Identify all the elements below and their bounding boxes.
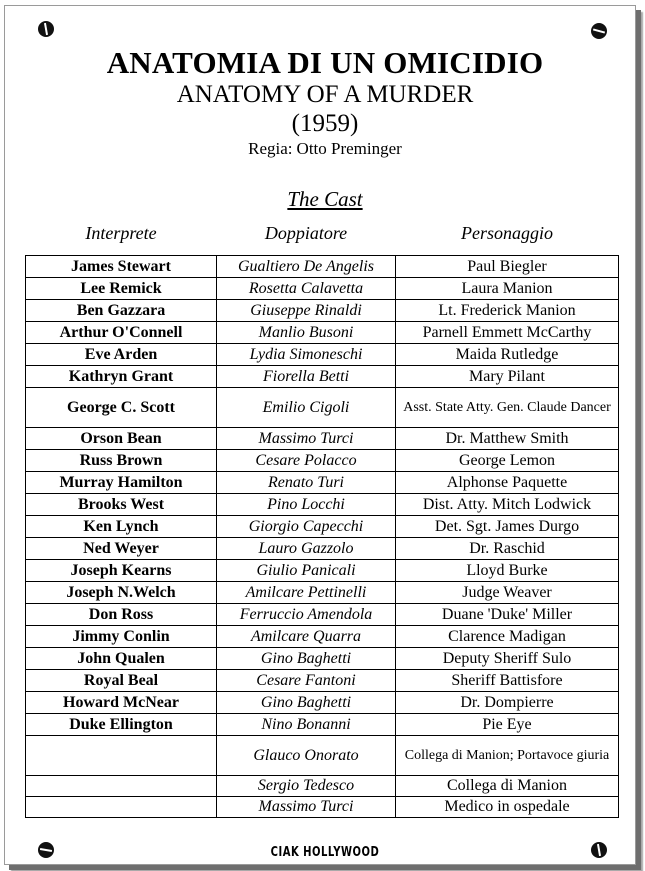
voice-actor-cell: Massimo Turci — [217, 428, 396, 450]
character-cell: Maida Rutledge — [396, 344, 619, 366]
actor-cell: Howard McNear — [26, 692, 217, 714]
actor-cell: Murray Hamilton — [26, 472, 217, 494]
table-row — [26, 538, 619, 560]
character-cell: Deputy Sheriff Sulo — [396, 648, 619, 670]
actor-cell: Duke Ellington — [26, 714, 217, 736]
voice-actor-cell: Sergio Tedesco — [217, 776, 396, 797]
table-row — [26, 714, 619, 736]
voice-actor-cell: Fiorella Betti — [217, 366, 396, 388]
actor-cell: Ken Lynch — [26, 516, 217, 538]
character-cell: Paul Biegler — [396, 256, 619, 278]
voice-actor-cell: Cesare Polacco — [217, 450, 396, 472]
actor-cell: Orson Bean — [26, 428, 217, 450]
character-cell: Judge Weaver — [396, 582, 619, 604]
voice-actor-cell: Massimo Turci — [217, 797, 396, 818]
character-cell: Medico in ospedale — [396, 797, 619, 818]
actor-cell: Lee Remick — [26, 278, 217, 300]
character-cell: Parnell Emmett McCarthy — [396, 322, 619, 344]
table-row — [26, 736, 619, 776]
character-cell: Sheriff Battisfore — [396, 670, 619, 692]
actor-cell: Jimmy Conlin — [26, 626, 217, 648]
table-row — [26, 278, 619, 300]
actor-cell — [26, 797, 217, 818]
cast-table — [25, 255, 619, 818]
character-cell: Lloyd Burke — [396, 560, 619, 582]
director-label: Regia: — [248, 139, 293, 158]
voice-actor-cell: Amilcare Quarra — [217, 626, 396, 648]
voice-actor-cell: Pino Locchi — [217, 494, 396, 516]
pin-icon — [591, 23, 607, 39]
character-cell: Pie Eye — [396, 714, 619, 736]
actor-cell: Kathryn Grant — [26, 366, 217, 388]
character-cell: Det. Sgt. James Durgo — [396, 516, 619, 538]
voice-actor-cell: Cesare Fantoni — [217, 670, 396, 692]
voice-actor-cell: Renato Turi — [217, 472, 396, 494]
table-row — [26, 428, 619, 450]
cast-heading: The Cast — [287, 187, 363, 211]
voice-actor-cell: Lauro Gazzolo — [217, 538, 396, 560]
actor-cell — [26, 776, 217, 797]
ciak-hollywood-logo: CIAK HOLLYWOOD — [270, 845, 380, 860]
character-cell: Asst. State Atty. Gen. Claude Dancer — [396, 388, 619, 428]
column-header-interprete: Interprete — [85, 223, 157, 243]
table-row — [26, 472, 619, 494]
table-row — [26, 344, 619, 366]
table-row — [26, 692, 619, 714]
cast-sheet-card — [4, 5, 636, 865]
table-row — [26, 300, 619, 322]
voice-actor-cell: Ferruccio Amendola — [217, 604, 396, 626]
table-row — [26, 322, 619, 344]
table-row — [26, 560, 619, 582]
table-row — [26, 388, 619, 428]
actor-cell: Royal Beal — [26, 670, 217, 692]
voice-actor-cell: Emilio Cigoli — [217, 388, 396, 428]
voice-actor-cell: Lydia Simoneschi — [217, 344, 396, 366]
actor-cell: Russ Brown — [26, 450, 217, 472]
character-cell: Laura Manion — [396, 278, 619, 300]
table-row — [26, 366, 619, 388]
character-cell: Clarence Madigan — [396, 626, 619, 648]
actor-cell: James Stewart — [26, 256, 217, 278]
actor-cell: Arthur O'Connell — [26, 322, 217, 344]
actor-cell: John Qualen — [26, 648, 217, 670]
release-year: (1959) — [291, 110, 359, 137]
character-cell: Mary Pilant — [396, 366, 619, 388]
title-english: ANATOMY OF A MURDER — [176, 81, 474, 108]
title-italian: ANATOMIA DI UN OMICIDIO — [106, 45, 544, 80]
table-row — [26, 256, 619, 278]
table-row — [26, 604, 619, 626]
voice-actor-cell: Gino Baghetti — [217, 692, 396, 714]
voice-actor-cell: Rosetta Calavetta — [217, 278, 396, 300]
voice-actor-cell: Manlio Busoni — [217, 322, 396, 344]
character-cell: Duane 'Duke' Miller — [396, 604, 619, 626]
character-cell: Dr. Matthew Smith — [396, 428, 619, 450]
table-row — [26, 494, 619, 516]
voice-actor-cell: Giulio Panicali — [217, 560, 396, 582]
voice-actor-cell: Nino Bonanni — [217, 714, 396, 736]
voice-actor-cell: Giuseppe Rinaldi — [217, 300, 396, 322]
pin-icon — [38, 21, 54, 37]
character-cell: Collega di Manion — [396, 776, 619, 797]
voice-actor-cell: Glauco Onorato — [217, 736, 396, 776]
table-row — [26, 516, 619, 538]
table-row — [26, 582, 619, 604]
voice-actor-cell: Giorgio Capecchi — [217, 516, 396, 538]
table-row — [26, 797, 619, 818]
actor-cell: Ben Gazzara — [26, 300, 217, 322]
table-row — [26, 648, 619, 670]
actor-cell: Joseph N.Welch — [26, 582, 217, 604]
director-name: Otto Preminger — [296, 139, 402, 158]
column-header-doppiatore: Doppiatore — [264, 223, 348, 243]
character-cell: Dr. Raschid — [396, 538, 619, 560]
actor-cell: George C. Scott — [26, 388, 217, 428]
actor-cell: Brooks West — [26, 494, 217, 516]
character-cell: Alphonse Paquette — [396, 472, 619, 494]
table-row — [26, 626, 619, 648]
character-cell: Lt. Frederick Manion — [396, 300, 619, 322]
character-cell: George Lemon — [396, 450, 619, 472]
voice-actor-cell: Gino Baghetti — [217, 648, 396, 670]
table-row — [26, 670, 619, 692]
actor-cell: Eve Arden — [26, 344, 217, 366]
voice-actor-cell: Amilcare Pettinelli — [217, 582, 396, 604]
voice-actor-cell: Gualtiero De Angelis — [217, 256, 396, 278]
actor-cell: Joseph Kearns — [26, 560, 217, 582]
column-header-personaggio: Personaggio — [461, 223, 553, 243]
actor-cell: Don Ross — [26, 604, 217, 626]
table-row — [26, 450, 619, 472]
actor-cell — [26, 736, 217, 776]
actor-cell: Ned Weyer — [26, 538, 217, 560]
table-row — [26, 776, 619, 797]
director-line — [5, 139, 645, 159]
character-cell: Dr. Dompierre — [396, 692, 619, 714]
character-cell: Dist. Atty. Mitch Lodwick — [396, 494, 619, 516]
character-cell: Collega di Manion; Portavoce giuria — [396, 736, 619, 776]
